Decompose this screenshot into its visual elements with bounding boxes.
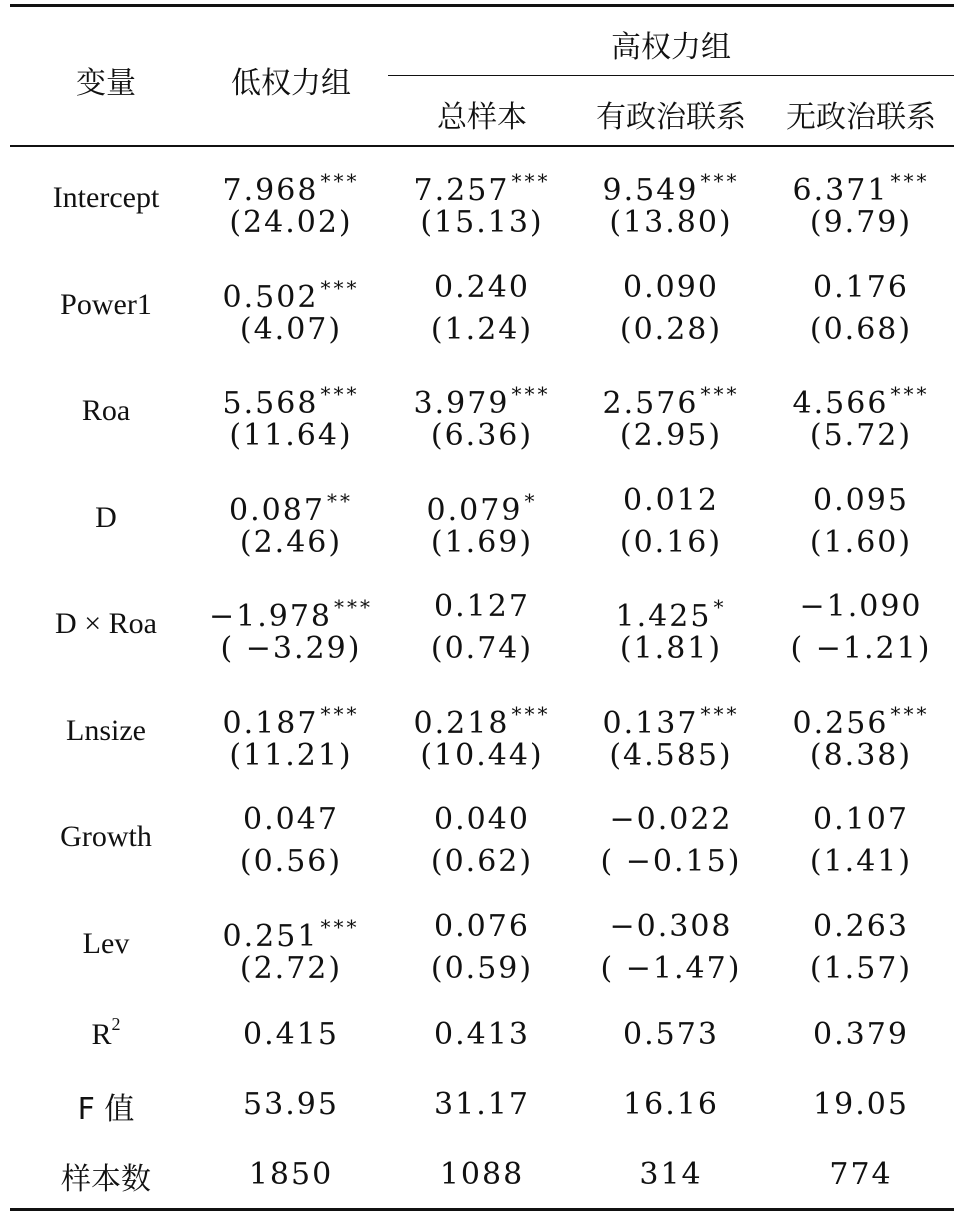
group-header-rule bbox=[388, 75, 954, 76]
estimate-cell bbox=[388, 693, 576, 777]
t-statistic: (0.56) bbox=[239, 844, 343, 879]
coefficient-line bbox=[388, 586, 576, 628]
coefficient: 0.137 bbox=[602, 706, 699, 741]
t-statistic: (1.69) bbox=[430, 525, 534, 560]
significance-stars: *** bbox=[890, 702, 930, 726]
row-label: Lnsize bbox=[66, 714, 146, 747]
coefficient-line bbox=[196, 373, 386, 421]
row-label-n: 样本数 bbox=[61, 1162, 151, 1197]
estimate-cell bbox=[388, 586, 576, 670]
significance-stars: *** bbox=[511, 169, 551, 193]
t-statistic: (15.13) bbox=[420, 205, 544, 240]
estimate-cell bbox=[388, 480, 576, 564]
coefficient: 0.263 bbox=[813, 909, 909, 944]
significance-stars: *** bbox=[320, 276, 360, 300]
n-value: 1088 bbox=[439, 1157, 525, 1192]
t-statistic: (11.21) bbox=[229, 738, 353, 773]
t-statistic: (0.62) bbox=[430, 844, 534, 879]
coefficient: 0.176 bbox=[813, 270, 909, 305]
row-label: Intercept bbox=[52, 181, 160, 214]
estimate-cell bbox=[576, 267, 766, 351]
coefficient-line bbox=[576, 586, 766, 634]
t-statistic: (9.79) bbox=[809, 205, 913, 240]
coefficient: 0.012 bbox=[623, 483, 719, 518]
coefficient: 5.568 bbox=[222, 386, 319, 421]
table-bottom-rule bbox=[10, 1208, 954, 1211]
estimate-cell bbox=[196, 480, 386, 564]
header-bottom-rule bbox=[10, 145, 954, 147]
coefficient: 0.079 bbox=[426, 493, 523, 528]
coefficient-line bbox=[576, 906, 766, 948]
coefficient-line bbox=[196, 480, 386, 528]
table-top-rule bbox=[10, 4, 954, 7]
t-statistic: (1.41) bbox=[809, 844, 913, 879]
coefficient-line bbox=[766, 693, 956, 741]
t-statistic: (1.60) bbox=[809, 525, 913, 560]
coefficient: 0.090 bbox=[623, 270, 719, 305]
n-value: 314 bbox=[639, 1157, 703, 1192]
coefficient: 7.257 bbox=[413, 173, 510, 208]
estimate-cell bbox=[576, 480, 766, 564]
estimate-cell bbox=[196, 267, 386, 351]
row-label: D × Roa bbox=[55, 607, 157, 640]
coefficient: −1.090 bbox=[799, 589, 923, 624]
significance-stars: ** bbox=[326, 489, 353, 513]
t-statistic: (8.38) bbox=[809, 738, 913, 773]
t-statistic: (0.28) bbox=[619, 312, 723, 347]
coefficient: 0.076 bbox=[434, 909, 530, 944]
row-label: Lev bbox=[82, 927, 130, 960]
coefficient-line bbox=[766, 160, 956, 208]
t-statistic: (0.16) bbox=[619, 525, 723, 560]
coefficient: −1.978 bbox=[208, 599, 333, 634]
estimate-cell bbox=[196, 586, 386, 670]
t-statistic: (11.64) bbox=[229, 418, 353, 453]
row-label: Roa bbox=[81, 394, 131, 427]
coefficient-line bbox=[388, 373, 576, 421]
estimate-cell bbox=[766, 267, 956, 351]
coefficient: 7.968 bbox=[222, 173, 319, 208]
t-statistic: (1.81) bbox=[619, 631, 723, 666]
estimate-cell bbox=[388, 267, 576, 351]
coefficient-line bbox=[388, 693, 576, 741]
coefficient: 0.502 bbox=[222, 280, 319, 315]
estimate-cell bbox=[766, 480, 956, 564]
coefficient: 0.240 bbox=[434, 270, 530, 305]
significance-stars: *** bbox=[700, 169, 740, 193]
header-variable: 变量 bbox=[76, 66, 136, 101]
coefficient-line bbox=[576, 799, 766, 841]
estimate-cell bbox=[766, 906, 956, 990]
t-statistic: (2.95) bbox=[619, 418, 723, 453]
r2-value: 0.415 bbox=[243, 1017, 339, 1052]
significance-stars: *** bbox=[320, 915, 360, 939]
t-statistic: ( −3.29) bbox=[220, 631, 362, 666]
r2-value: 0.573 bbox=[623, 1017, 719, 1052]
coefficient-line bbox=[576, 373, 766, 421]
estimate-cell bbox=[196, 160, 386, 244]
t-statistic: (10.44) bbox=[420, 738, 544, 773]
estimate-cell bbox=[766, 160, 956, 244]
coefficient-line bbox=[388, 267, 576, 309]
coefficient-line bbox=[388, 799, 576, 841]
t-statistic: (4.07) bbox=[239, 312, 343, 347]
t-statistic: (2.46) bbox=[239, 525, 343, 560]
coefficient: 0.251 bbox=[222, 919, 319, 954]
estimate-cell bbox=[388, 373, 576, 457]
coefficient-line bbox=[766, 480, 956, 522]
estimate-cell bbox=[576, 693, 766, 777]
coefficient-line bbox=[766, 906, 956, 948]
estimate-cell bbox=[196, 693, 386, 777]
header-without-political: 无政治联系 bbox=[786, 100, 936, 135]
significance-stars: * bbox=[524, 489, 538, 513]
significance-stars: *** bbox=[320, 702, 360, 726]
f-value: 19.05 bbox=[813, 1087, 909, 1122]
coefficient-line bbox=[576, 480, 766, 522]
coefficient: 4.566 bbox=[792, 386, 889, 421]
significance-stars: *** bbox=[511, 382, 551, 406]
t-statistic: ( −1.47) bbox=[600, 951, 742, 986]
coefficient-line bbox=[196, 906, 386, 954]
estimate-cell bbox=[388, 799, 576, 883]
coefficient-line bbox=[196, 693, 386, 741]
f-value: 31.17 bbox=[434, 1087, 530, 1122]
coefficient: 0.040 bbox=[434, 802, 530, 837]
estimate-cell bbox=[388, 906, 576, 990]
coefficient-line bbox=[196, 160, 386, 208]
coefficient-line bbox=[576, 160, 766, 208]
coefficient: 0.218 bbox=[413, 706, 510, 741]
t-statistic: (2.72) bbox=[239, 951, 343, 986]
t-statistic: (5.72) bbox=[809, 418, 913, 453]
r2-superscript: 2 bbox=[111, 1014, 121, 1034]
coefficient: 0.095 bbox=[813, 483, 909, 518]
estimate-cell bbox=[766, 693, 956, 777]
significance-stars: *** bbox=[700, 382, 740, 406]
significance-stars: *** bbox=[890, 169, 930, 193]
header-low-power: 低权力组 bbox=[231, 66, 351, 101]
coefficient: 3.979 bbox=[413, 386, 510, 421]
coefficient: 9.549 bbox=[602, 173, 699, 208]
n-value: 774 bbox=[829, 1157, 893, 1192]
t-statistic: (0.59) bbox=[430, 951, 534, 986]
coefficient-line bbox=[766, 799, 956, 841]
header-high-power: 高权力组 bbox=[611, 30, 731, 65]
t-statistic: (4.585) bbox=[609, 738, 733, 773]
estimate-cell bbox=[196, 799, 386, 883]
t-statistic: ( −0.15) bbox=[600, 844, 742, 879]
t-statistic: (6.36) bbox=[430, 418, 534, 453]
t-statistic: (0.68) bbox=[809, 312, 913, 347]
coefficient: −0.022 bbox=[609, 802, 733, 837]
coefficient: 0.107 bbox=[813, 802, 909, 837]
coefficient-line bbox=[388, 160, 576, 208]
significance-stars: *** bbox=[511, 702, 551, 726]
r2-label: R bbox=[91, 1018, 112, 1051]
coefficient-line bbox=[576, 267, 766, 309]
t-statistic: (24.02) bbox=[229, 205, 353, 240]
estimate-cell bbox=[576, 160, 766, 244]
row-label: D bbox=[95, 501, 117, 534]
estimate-cell bbox=[576, 906, 766, 990]
coefficient: 0.187 bbox=[222, 706, 319, 741]
coefficient-line bbox=[388, 480, 576, 528]
r2-value: 0.379 bbox=[813, 1017, 909, 1052]
estimate-cell bbox=[766, 586, 956, 670]
estimate-cell bbox=[196, 906, 386, 990]
significance-stars: *** bbox=[320, 382, 360, 406]
estimate-cell bbox=[576, 373, 766, 457]
coefficient: −0.308 bbox=[609, 909, 733, 944]
coefficient: 0.087 bbox=[229, 493, 325, 528]
header-with-political: 有政治联系 bbox=[596, 100, 746, 135]
estimate-cell bbox=[576, 586, 766, 670]
t-statistic: (1.24) bbox=[430, 312, 534, 347]
coefficient: 2.576 bbox=[602, 386, 699, 421]
coefficient-line bbox=[196, 799, 386, 841]
coefficient: 0.256 bbox=[792, 706, 889, 741]
estimate-cell bbox=[196, 373, 386, 457]
t-statistic: (0.74) bbox=[430, 631, 534, 666]
coefficient-line bbox=[388, 906, 576, 948]
t-statistic: (1.57) bbox=[809, 951, 913, 986]
f-value: 53.95 bbox=[243, 1087, 339, 1122]
coefficient: 6.371 bbox=[792, 173, 889, 208]
coefficient-line bbox=[576, 693, 766, 741]
n-value: 1850 bbox=[248, 1157, 334, 1192]
significance-stars: *** bbox=[890, 382, 930, 406]
row-label: Power1 bbox=[60, 288, 152, 321]
coefficient: 1.425 bbox=[615, 599, 712, 634]
coefficient: 0.047 bbox=[243, 802, 339, 837]
t-statistic: (13.80) bbox=[609, 205, 733, 240]
row-label-f: F 值 bbox=[77, 1092, 135, 1127]
estimate-cell bbox=[576, 799, 766, 883]
coefficient-line bbox=[766, 373, 956, 421]
f-value: 16.16 bbox=[623, 1087, 719, 1122]
row-label: Growth bbox=[60, 820, 152, 853]
header-total-sample: 总样本 bbox=[437, 100, 527, 135]
coefficient-line bbox=[766, 267, 956, 309]
significance-stars: *** bbox=[334, 595, 374, 619]
t-statistic: ( −1.21) bbox=[790, 631, 932, 666]
coefficient: 0.127 bbox=[434, 589, 530, 624]
row-label-r2 bbox=[10, 1014, 202, 1052]
coefficient-line bbox=[766, 586, 956, 628]
estimate-cell bbox=[766, 373, 956, 457]
coefficient-line bbox=[196, 586, 386, 634]
coefficient-line bbox=[196, 267, 386, 315]
significance-stars: * bbox=[713, 595, 727, 619]
r2-value: 0.413 bbox=[434, 1017, 530, 1052]
estimate-cell bbox=[388, 160, 576, 244]
significance-stars: *** bbox=[700, 702, 740, 726]
significance-stars: *** bbox=[320, 169, 360, 193]
estimate-cell bbox=[766, 799, 956, 883]
